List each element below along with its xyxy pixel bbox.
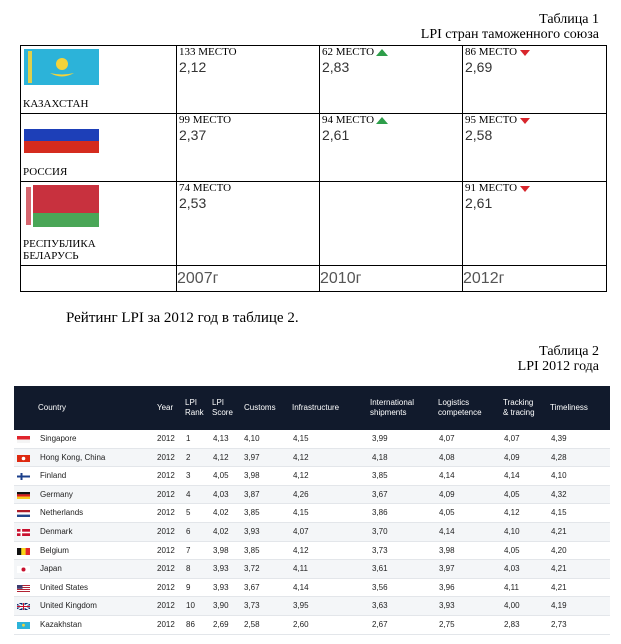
belgium-flag xyxy=(17,548,30,555)
lpi-value: 2,83 xyxy=(322,59,350,75)
rank-label: 99 МЕСТО xyxy=(179,114,232,126)
cell-timeliness: 4,32 xyxy=(551,489,567,499)
header-rank: LPI Rank xyxy=(185,398,204,417)
lpi-value: 2,69 xyxy=(465,59,493,75)
cell-customs: 3,85 xyxy=(244,545,260,555)
cell-intl: 3,56 xyxy=(372,582,388,592)
cell-tracking: 4,09 xyxy=(504,452,520,462)
header-logistics-competence: Logistics competence xyxy=(438,398,482,417)
cell-timeliness: 4,21 xyxy=(551,564,567,574)
data-cell xyxy=(463,182,607,266)
cell-customs: 2,58 xyxy=(244,619,260,629)
cell-infrastructure: 2,60 xyxy=(293,619,309,629)
rank-label: 94 МЕСТО xyxy=(322,114,375,126)
table1-caption xyxy=(421,12,599,42)
russia-flag xyxy=(24,117,99,153)
cell-country: Japan xyxy=(40,564,62,574)
table-row xyxy=(14,542,610,561)
lpi-value: 2,12 xyxy=(179,59,207,75)
cell-logistics: 3,97 xyxy=(439,564,455,574)
cell-country: Germany xyxy=(40,489,73,499)
cell-year: 2012 xyxy=(157,582,175,592)
cell-score: 4,02 xyxy=(213,508,229,518)
cell-country: Singapore xyxy=(40,434,77,443)
year-label: 2010г xyxy=(320,266,463,292)
cell-timeliness: 4,19 xyxy=(551,601,567,611)
country-name xyxy=(23,238,96,262)
cell-infrastructure: 4,15 xyxy=(293,434,309,443)
cell-intl: 2,67 xyxy=(372,619,388,629)
cell-logistics: 3,98 xyxy=(439,545,455,555)
cell-infrastructure: 4,15 xyxy=(293,508,309,518)
cell-country: Belgium xyxy=(40,545,69,555)
cell-logistics: 3,96 xyxy=(439,582,455,592)
cell-score: 4,13 xyxy=(213,434,229,443)
rank-label: 74 МЕСТО xyxy=(179,182,232,194)
cell-infrastructure: 3,95 xyxy=(293,601,309,611)
cell-year: 2012 xyxy=(157,601,175,611)
cell-tracking: 2,83 xyxy=(504,619,520,629)
cell-infrastructure: 4,12 xyxy=(293,545,309,555)
cell-tracking: 4,12 xyxy=(504,508,520,518)
cell-country: Finland xyxy=(40,471,67,481)
table-row xyxy=(14,449,610,468)
cell-timeliness: 4,20 xyxy=(551,545,567,555)
table-row xyxy=(21,46,607,114)
cell-tracking: 4,10 xyxy=(504,526,520,536)
cell-intl: 4,18 xyxy=(372,452,388,462)
cell-logistics: 4,09 xyxy=(439,489,455,499)
cell-timeliness: 4,28 xyxy=(551,452,567,462)
cell-year: 2012 xyxy=(157,545,175,555)
cell-rank: 4 xyxy=(186,489,191,499)
country-cell xyxy=(21,114,177,182)
cell-infrastructure: 4,12 xyxy=(293,452,309,462)
table-row xyxy=(14,467,610,486)
customs-union-lpi-table xyxy=(20,45,607,292)
cell-score: 4,05 xyxy=(213,471,229,481)
cell-rank: 7 xyxy=(186,545,191,555)
cell-tracking: 4,05 xyxy=(504,545,520,555)
cell-timeliness: 4,15 xyxy=(551,508,567,518)
lpi-value: 2,61 xyxy=(322,127,350,143)
trend-down-icon xyxy=(520,118,530,124)
cell-logistics: 3,93 xyxy=(439,601,455,611)
header-tracking: Tracking & tracing xyxy=(503,398,535,417)
table-row xyxy=(14,597,610,616)
data-cell xyxy=(463,46,607,114)
cell-country: Hong Kong, China xyxy=(40,452,106,462)
data-cell xyxy=(177,114,320,182)
cell-year: 2012 xyxy=(157,508,175,518)
cell-year: 2012 xyxy=(157,471,175,481)
header-score: LPI Score xyxy=(212,398,233,417)
cell-intl: 3,70 xyxy=(372,526,388,536)
cell-intl: 3,63 xyxy=(372,601,388,611)
table2-caption-number: Таблица 2 xyxy=(539,344,599,359)
cell-customs: 3,67 xyxy=(244,582,260,592)
table2-caption-title: LPI 2012 года xyxy=(517,359,599,374)
data-cell xyxy=(320,114,463,182)
cell-infrastructure: 4,11 xyxy=(293,564,308,574)
cell-customs: 3,73 xyxy=(244,601,260,611)
cell-intl: 3,67 xyxy=(372,489,388,499)
germany-flag xyxy=(17,492,30,499)
cell-customs: 3,72 xyxy=(244,564,260,574)
lpi-value: 2,61 xyxy=(465,195,493,211)
rank-label: 95 МЕСТО xyxy=(465,114,518,126)
cell-score: 3,93 xyxy=(213,582,229,592)
belarus-flag xyxy=(24,185,99,227)
cell-timeliness: 4,10 xyxy=(551,471,567,481)
kazakhstan-flag xyxy=(17,622,30,629)
denmark-flag xyxy=(17,529,30,536)
data-cell xyxy=(177,46,320,114)
lpi-2012-table xyxy=(14,386,610,635)
rank-label: 91 МЕСТО xyxy=(465,182,518,194)
data-cell xyxy=(320,46,463,114)
data-cell xyxy=(177,182,320,266)
cell-rank: 86 xyxy=(186,619,195,629)
header-international-shipments: International shipments xyxy=(370,398,415,417)
cell-country: United States xyxy=(40,582,89,592)
table-row xyxy=(14,560,610,579)
cell-customs: 4,10 xyxy=(244,434,260,443)
cell-logistics: 4,14 xyxy=(439,471,455,481)
table-row xyxy=(14,504,610,523)
header-timeliness: Timeliness xyxy=(550,403,588,412)
kazakhstan-flag xyxy=(24,49,99,85)
header-country: Country xyxy=(38,403,67,412)
table1-caption-number: Таблица 1 xyxy=(539,12,599,27)
cell-country: Kazakhstan xyxy=(40,619,82,629)
cell-customs: 3,97 xyxy=(244,452,260,462)
cell-logistics: 4,05 xyxy=(439,508,455,518)
data-cell xyxy=(463,114,607,182)
cell-score: 3,90 xyxy=(213,601,229,611)
cell-tracking: 4,11 xyxy=(504,582,519,592)
rank-label: 62 МЕСТО xyxy=(322,46,375,58)
cell-score: 4,12 xyxy=(213,452,229,462)
cell-tracking: 4,03 xyxy=(504,564,520,574)
finland-flag xyxy=(17,473,30,480)
table-row xyxy=(14,616,610,635)
cell-intl: 3,61 xyxy=(372,564,388,574)
cell-tracking: 4,00 xyxy=(504,601,520,611)
table-row xyxy=(14,430,610,449)
header-customs: Customs xyxy=(244,403,276,412)
trend-up-icon xyxy=(376,117,388,124)
table-row xyxy=(21,114,607,182)
cell-country: Denmark xyxy=(40,526,73,536)
cell-country: United Kingdom xyxy=(40,601,97,611)
hong-kong-flag xyxy=(17,455,30,462)
trend-down-icon xyxy=(520,186,530,192)
cell-logistics: 4,08 xyxy=(439,452,455,462)
header-year: Year xyxy=(157,403,174,412)
header-infrastructure: Infrastructure xyxy=(292,403,340,412)
cell-customs: 3,85 xyxy=(244,508,260,518)
years-row xyxy=(21,266,607,292)
cell-score: 3,93 xyxy=(213,564,229,574)
cell-timeliness: 4,21 xyxy=(551,526,567,536)
body-sentence: Рейтинг LPI за 2012 год в таблице 2. xyxy=(66,310,299,326)
singapore-flag xyxy=(17,436,30,443)
cell-year: 2012 xyxy=(157,564,175,574)
japan-flag xyxy=(17,566,30,573)
united-states-flag xyxy=(17,585,30,592)
table-row xyxy=(21,182,607,266)
country-name: РОССИЯ xyxy=(23,166,68,178)
table1-caption-title: LPI стран таможенного союза xyxy=(420,27,599,42)
cell-rank: 5 xyxy=(186,508,191,518)
cell-year: 2012 xyxy=(157,434,175,443)
cell-logistics: 4,14 xyxy=(439,526,455,536)
cell-rank: 2 xyxy=(186,452,191,462)
cell-rank: 6 xyxy=(186,526,191,536)
cell-customs: 3,93 xyxy=(244,526,260,536)
country-name-line1: РЕСПУБЛИКА xyxy=(23,238,96,250)
cell-rank: 3 xyxy=(186,471,191,481)
cell-tracking: 4,05 xyxy=(504,489,520,499)
cell-timeliness: 4,21 xyxy=(551,582,567,592)
cell-tracking: 4,07 xyxy=(504,434,520,443)
cell-rank: 9 xyxy=(186,582,191,592)
cell-infrastructure: 4,14 xyxy=(293,582,309,592)
netherlands-flag xyxy=(17,510,30,517)
cell-logistics: 4,07 xyxy=(439,434,455,443)
cell-infrastructure: 4,12 xyxy=(293,471,309,481)
cell-rank: 10 xyxy=(186,601,195,611)
country-cell xyxy=(21,46,177,114)
cell-timeliness: 2,73 xyxy=(551,619,567,629)
united-kingdom-flag xyxy=(17,603,30,610)
cell-intl: 3,99 xyxy=(372,434,388,443)
year-label: 2007г xyxy=(177,266,320,292)
country-cell xyxy=(21,182,177,266)
cell-score: 3,98 xyxy=(213,545,229,555)
trend-up-icon xyxy=(376,49,388,56)
country-name: КАЗАХСТАН xyxy=(23,98,89,110)
cell-tracking: 4,14 xyxy=(504,471,520,481)
table-row xyxy=(14,486,610,505)
lpi-value: 2,58 xyxy=(465,127,493,143)
cell-score: 4,02 xyxy=(213,526,229,536)
cell-intl: 3,85 xyxy=(372,471,388,481)
cell-score: 4,03 xyxy=(213,489,229,499)
cell-intl: 3,73 xyxy=(372,545,388,555)
cell-customs: 3,98 xyxy=(244,471,260,481)
cell-customs: 3,87 xyxy=(244,489,260,499)
cell-timeliness: 4,39 xyxy=(551,434,567,443)
year-cell-empty xyxy=(21,266,177,292)
cell-year: 2012 xyxy=(157,489,175,499)
cell-country: Netherlands xyxy=(40,508,84,518)
rank-label: 86 МЕСТО xyxy=(465,46,518,58)
table-row xyxy=(14,579,610,598)
cell-year: 2012 xyxy=(157,452,175,462)
lpi-value: 2,37 xyxy=(179,127,207,143)
trend-down-icon xyxy=(520,50,530,56)
cell-infrastructure: 4,07 xyxy=(293,526,309,536)
cell-score: 2,69 xyxy=(213,619,229,629)
year-label: 2012г xyxy=(463,266,607,292)
cell-year: 2012 xyxy=(157,619,175,629)
cell-year: 2012 xyxy=(157,526,175,536)
cell-intl: 3,86 xyxy=(372,508,388,518)
data-cell-empty xyxy=(320,182,463,266)
rank-label: 133 МЕСТО xyxy=(179,46,237,58)
table-header xyxy=(14,386,610,430)
table-row xyxy=(14,523,610,542)
cell-logistics: 2,75 xyxy=(439,619,455,629)
country-name-line2: БЕЛАРУСЬ xyxy=(23,250,79,262)
cell-rank: 1 xyxy=(186,434,191,443)
cell-infrastructure: 4,26 xyxy=(293,489,309,499)
lpi-value: 2,53 xyxy=(179,195,207,211)
table2-caption xyxy=(518,344,599,374)
cell-rank: 8 xyxy=(186,564,191,574)
table-body xyxy=(14,430,610,635)
